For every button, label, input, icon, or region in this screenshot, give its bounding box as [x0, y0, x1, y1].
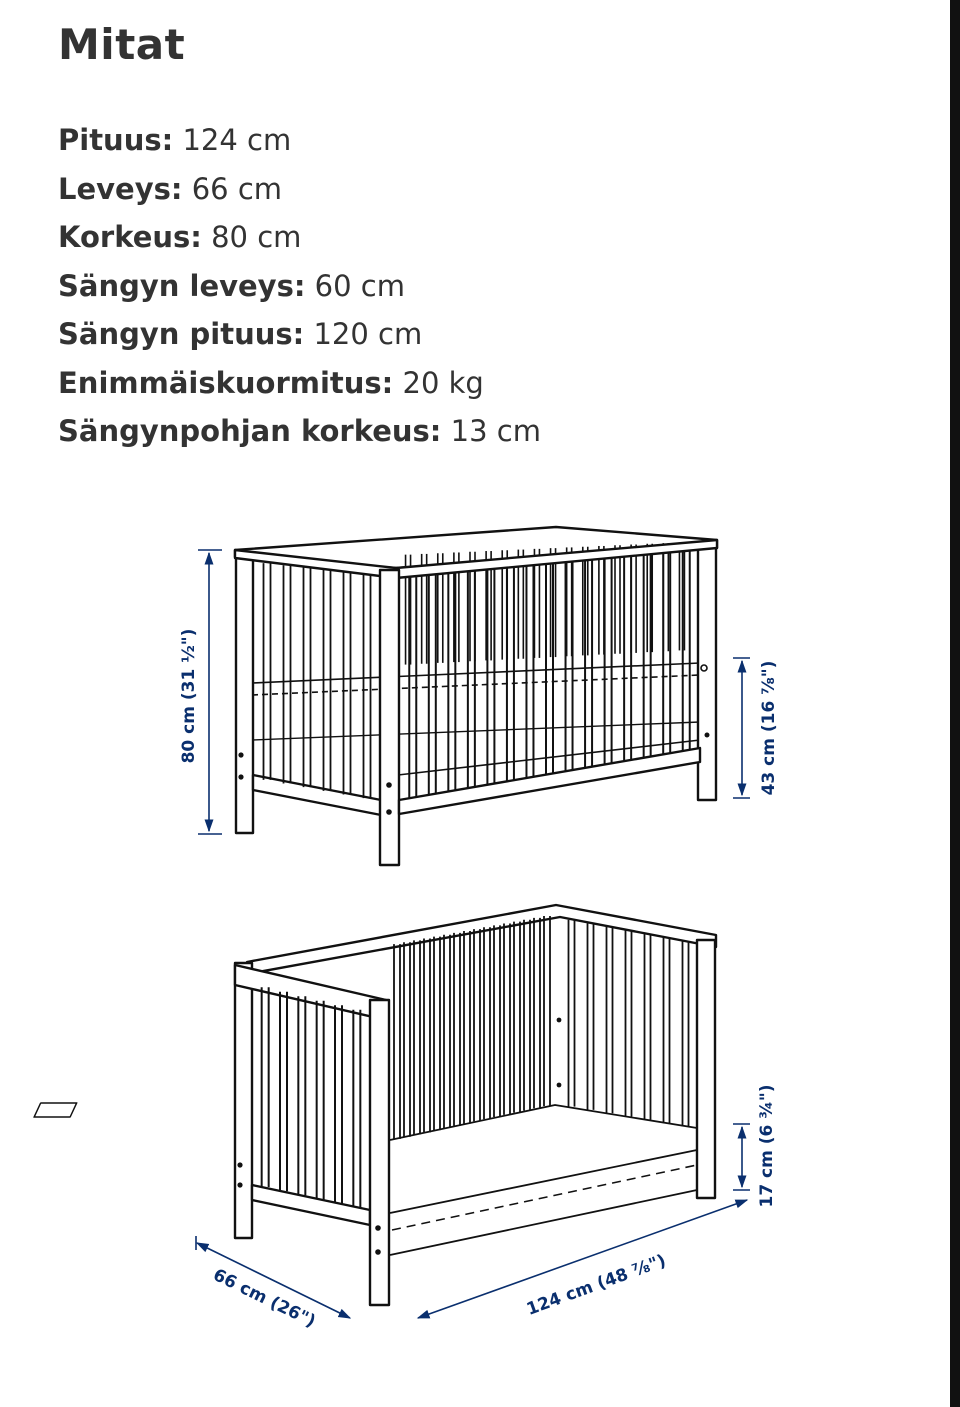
height-dimension-label: 80 cm (31 ½")	[179, 628, 199, 764]
crib-full-illustration	[235, 527, 717, 865]
spec-label: Enimmäiskuormitus:	[58, 365, 394, 400]
spec-value: 60 cm	[314, 268, 405, 303]
crib-open-illustration	[34, 905, 716, 1305]
spec-label: Sängyn pituus:	[58, 317, 305, 351]
length-dimension-label: 124 cm (48 ⅞")	[523, 1250, 669, 1320]
page-title: Mitat	[58, 20, 186, 69]
spec-value: 66 cm	[191, 171, 283, 206]
spec-label: Pituus:	[58, 123, 174, 157]
spec-value: 124 cm	[182, 123, 292, 157]
spec-label: Sängynpohjan korkeus:	[58, 414, 442, 448]
spec-value: 20 kg	[402, 365, 484, 400]
spec-label: Leveys:	[58, 171, 183, 206]
spec-label: Korkeus:	[58, 220, 202, 254]
width-dimension-label: 66 cm (26")	[209, 1265, 319, 1332]
spec-value: 80 cm	[211, 220, 302, 254]
spec-value: 13 cm	[450, 414, 541, 448]
base-height-dimension-label: 17 cm (6 ¾")	[757, 1084, 777, 1208]
spec-value: 120 cm	[313, 317, 423, 351]
mattress-height-dimension-label: 43 cm (16 ⅞")	[759, 660, 779, 796]
spec-label: Sängyn leveys:	[58, 268, 306, 303]
